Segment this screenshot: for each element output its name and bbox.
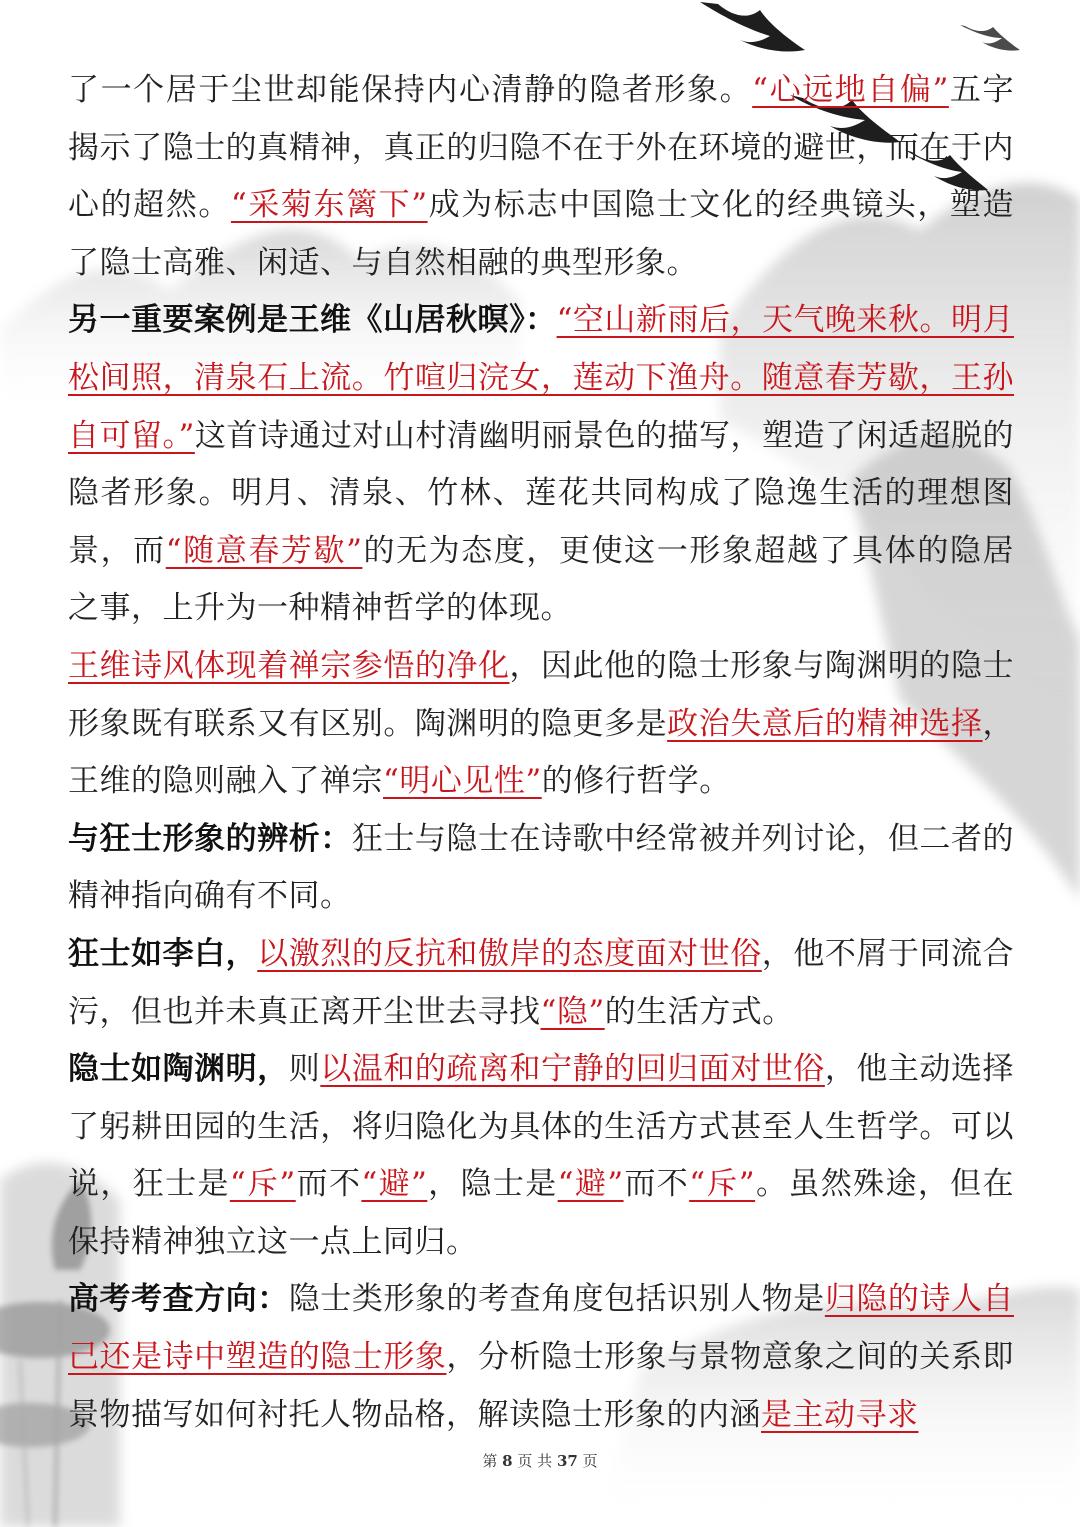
highlighted-quote: “隐”: [540, 993, 605, 1030]
paragraph: [68, 1041, 1014, 1271]
bold-heading: 高考考查方向：: [68, 1281, 289, 1318]
highlighted-phrase: 王维诗风体现着禅宗参悟的净化: [68, 647, 510, 684]
text-run: 狂士与隐士在诗歌中经常被并列讨论，但二者的精神指向确有不同。: [68, 820, 1014, 915]
total-pages: 37: [556, 1452, 578, 1470]
highlighted-quote: “避”: [557, 1166, 624, 1203]
highlighted-phrase: 是主动寻求: [761, 1396, 919, 1433]
text-run: 而不: [295, 1166, 362, 1203]
highlighted-phrase: 以激烈的反抗和傲岸的态度面对世俗: [257, 935, 762, 972]
text-run: ，分析隐士形象与景物意象之间的关系即景物描写如何衬托人物品格，解读隐士形象的内涵: [68, 1339, 1015, 1433]
paragraph: [68, 638, 1014, 811]
article-body: [68, 62, 1014, 1444]
highlighted-poem: “空山新雨后，天气晚来秋。明月松间照，清泉石上流。竹喧归浣女，莲动下渔舟。随意春芳歇，王孙自可留。”: [68, 302, 1014, 454]
bold-heading: 狂士如李白，: [68, 935, 258, 972]
highlighted-quote: “心远地自偏”: [752, 72, 949, 108]
text-run: ，王维的隐则融入了禅宗: [68, 705, 1015, 800]
text-run: 了一个居于尘世却能保持内心清静的隐者形象。: [68, 72, 753, 108]
footer-suffix: 页: [582, 1452, 598, 1470]
text-run: 则: [288, 1051, 321, 1088]
highlighted-quote: “斥”: [229, 1166, 296, 1203]
text-run: ，他不屑于同流合污，但也并未真正离开尘世去寻找: [68, 935, 1015, 1030]
bold-heading: 另一重要案例是王维《山居秋暝》：: [68, 302, 557, 339]
footer-prefix: 第: [482, 1452, 498, 1470]
paragraph: [68, 292, 1014, 638]
text-run: ，他主动选择了躬耕田园的生活，将归隐化为具体的生活方式甚至人生哲学。可以说，狂士是: [68, 1051, 1015, 1203]
bold-heading: 隐士如陶渊明，: [68, 1051, 289, 1088]
text-run: 隐士类形象的考查角度包括识别人物是: [288, 1281, 825, 1318]
text-run: 的无为态度，更使这一形象超越了具体的隐居之事，上升为一种精神哲学的体现。: [68, 532, 1015, 627]
bold-heading: 与狂士形象的辨析：: [68, 820, 352, 857]
text-run: 这首诗通过对山村清幽明丽景色的描写，塑造了闲适超脱的隐者形象。明月、清泉、竹林、莲花共同构成了隐逸生活的理想图景，而: [68, 417, 1014, 569]
highlighted-phrase: 归隐的诗人自己还是诗中塑造的隐士形象: [68, 1281, 1015, 1376]
highlighted-quote: “随意春芳歇”: [165, 532, 363, 569]
highlighted-phrase: 政治失意后的精神选择: [667, 705, 983, 742]
text-run: 成为标志中国隐士文化的经典镜头，塑造了隐士高雅、闲适、与自然相融的典型形象。: [68, 187, 1015, 281]
highlighted-quote: “明心见性”: [383, 763, 542, 800]
paragraph: [68, 62, 1014, 292]
page-footer: [0, 1450, 1080, 1471]
highlighted-phrase: 以温和的疏离和宁静的回归面对世俗: [320, 1051, 825, 1088]
footer-mid: 页 共: [517, 1452, 553, 1470]
text-run: 的生活方式。: [604, 993, 794, 1030]
paragraph: [68, 811, 1014, 926]
paragraph: [68, 1271, 1014, 1444]
page-number: 8: [502, 1452, 513, 1470]
highlighted-quote: “避”: [361, 1166, 428, 1203]
highlighted-quote: “斥”: [689, 1166, 756, 1203]
text-run: 五字揭示了隐士的真精神，真正的归隐不在于外在环境的避世，而在于内心的超然。: [68, 72, 1015, 224]
text-run: 。虽然殊途，但在保持精神独立这一点上同归。: [68, 1166, 1015, 1260]
text-run: ，因此他的隐士形象与陶渊明的隐士形象既有联系又有区别。陶渊明的隐更多是: [68, 647, 1015, 742]
text-run: 的修行哲学。: [541, 763, 731, 800]
highlighted-quote: “采菊东篱下”: [230, 187, 428, 224]
text-run: ，隐士是: [427, 1166, 558, 1203]
paragraph: [68, 926, 1014, 1041]
text-run: 而不: [623, 1166, 690, 1203]
